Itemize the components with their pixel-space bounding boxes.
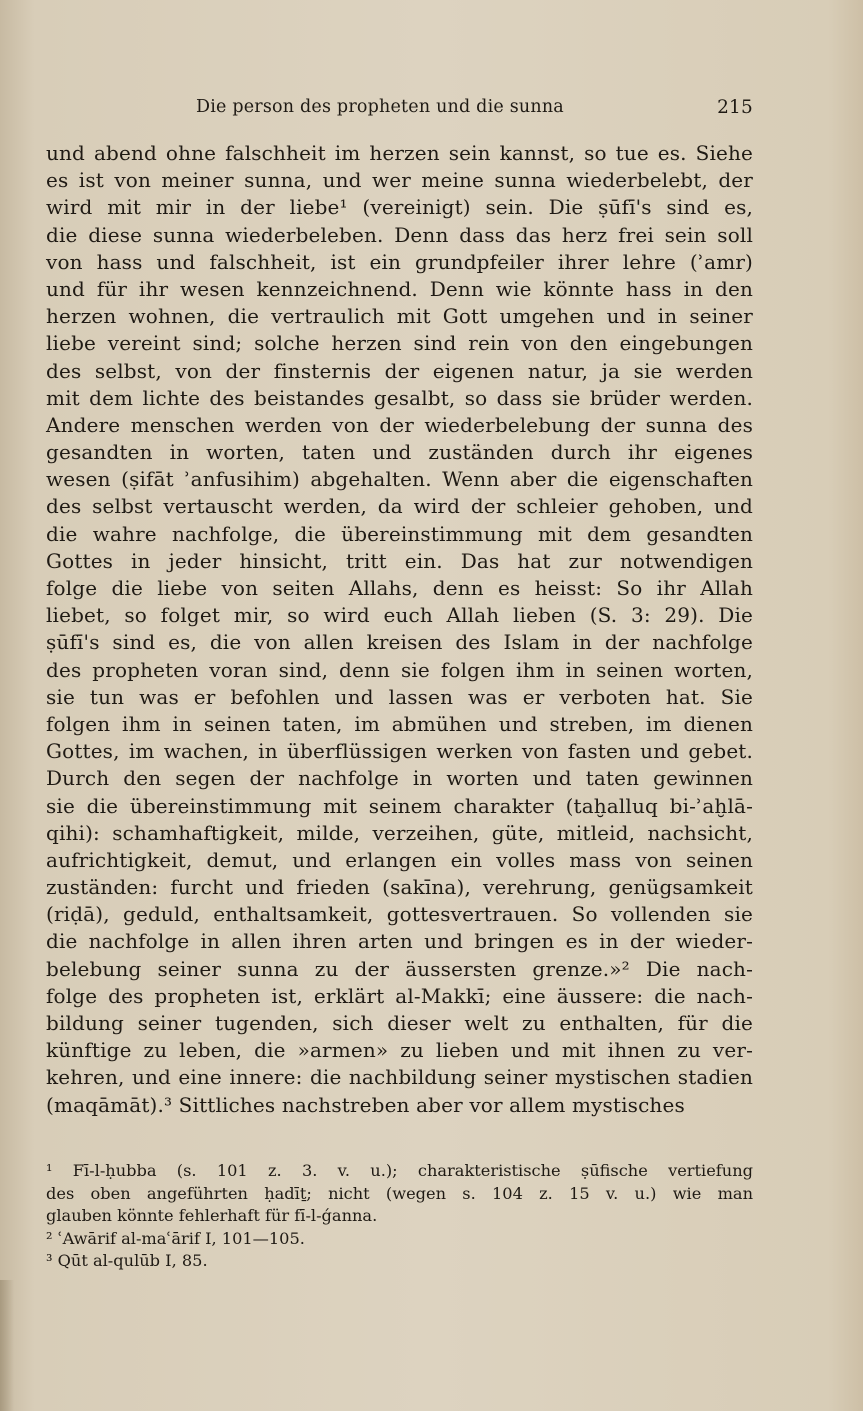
text-line: Andere menschen werden von der wiederbelebung der sunna des — [46, 412, 753, 437]
text-line: sie die übereinstimmung mit seinem charakter (taḫalluq bi-ʾaḫlā- — [46, 793, 753, 818]
text-line: bildung seiner tugenden, sich dieser welt zu enthalten, für die — [46, 1011, 753, 1035]
text-line: des selbst vertauscht werden, da wird der schleier gehoben, und — [46, 494, 753, 519]
text-line: herzen wohnen, die vertraulich mit Gott umgehen und in seiner — [46, 304, 753, 329]
text-line: liebet, so folget mir, so wird euch Allah lieben (S. 3: 29). Die — [46, 603, 753, 628]
text-line: die nachfolge in allen ihren arten und bringen es in der wieder- — [46, 929, 753, 954]
text-line: (maqāmāt).³ Sittliches nachstreben aber vor allem mystisches — [46, 1092, 685, 1117]
footnote-line: ³ Qūt al-qulūb I, 85. — [46, 1251, 208, 1271]
footnote-line: ² ʿAwārif al-maʿārif I, 101—105. — [46, 1228, 305, 1248]
footnote-line: ¹ Fī-l-ḥubba (s. 101 z. 3. v. u.); charakteristische ṣūfische vertiefung — [46, 1161, 753, 1180]
footnote-line: glauben könnte fehlerhaft für fī-l-ǵanna. — [46, 1206, 378, 1226]
text-line: Gottes, im wachen, in überflüssigen werken von fasten und gebet. — [46, 739, 753, 764]
text-line: aufrichtigkeit, demut, und erlangen ein volles mass von seinen — [46, 847, 753, 872]
body-text — [46, 140, 753, 1119]
text-line: es ist von meiner sunna, und wer meine sunna wiederbelebt, der — [46, 168, 753, 193]
text-line: wird mit mir in der liebe¹ (vereinigt) sein. Die ṣūfī's sind es, — [46, 195, 753, 220]
text-line: gesandten in worten, taten und zuständen durch ihr eigenes — [46, 440, 753, 465]
running-title: Die person des propheten und die sunna — [196, 97, 564, 117]
binding-shadow — [0, 1280, 14, 1411]
text-line: Gottes in jeder hinsicht, tritt ein. Das hat zur notwendigen — [46, 548, 753, 573]
footnote-line: des oben angeführten ḥadīṯ; nicht (wegen s. 104 z. 15 v. u.) wie man — [46, 1183, 753, 1203]
text-line: von hass und falschheit, ist ein grundpfeiler ihrer lehre (ʾamr) — [46, 249, 753, 274]
text-line: mit dem lichte des beistandes gesalbt, so dass sie brüder werden. — [46, 385, 753, 410]
text-line: folge die liebe von seiten Allahs, denn es heisst: So ihr Allah — [46, 576, 753, 600]
text-line: (riḍā), geduld, enthaltsamkeit, gottesvertrauen. So vollenden sie — [46, 902, 753, 927]
text-line: des selbst, von der finsternis der eigenen natur, ja sie werden — [46, 358, 753, 383]
text-line: kehren, und eine innere: die nachbildung seiner mystischen stadien — [46, 1065, 753, 1090]
text-line: folgen ihm in seinen taten, im abmühen und streben, im dienen — [46, 711, 753, 736]
text-line: künftige zu leben, die »armen» zu lieben und mit ihnen zu ver- — [46, 1038, 753, 1063]
text-line: die wahre nachfolge, die übereinstimmung mit dem gesandten — [46, 521, 753, 546]
text-line: ṣūfī's sind es, die von allen kreisen des Islam in der nachfolge — [46, 630, 753, 655]
text-line: des propheten voran sind, denn sie folgen ihm in seinen worten, — [46, 657, 753, 682]
text-line: Durch den segen der nachfolge in worten und taten gewinnen — [46, 766, 753, 791]
text-line: liebe vereint sind; solche herzen sind rein von den eingebungen — [46, 331, 753, 356]
text-line: zuständen: furcht und frieden (sakīna), verehrung, genügsamkeit — [46, 875, 753, 900]
text-line: qihi): schamhaftigkeit, milde, verzeihen, güte, mitleid, nachsicht, — [46, 820, 753, 845]
text-line: die diese sunna wiederbeleben. Denn dass das herz frei sein soll — [46, 222, 753, 247]
footnotes — [46, 1160, 753, 1273]
text-line: sie tun was er befohlen und lassen was er verboten hat. Sie — [46, 684, 753, 709]
text-line: und für ihr wesen kennzeichnend. Denn wie könnte hass in den — [46, 276, 753, 301]
text-line: belebung seiner sunna zu der äussersten grenze.»² Die nach- — [46, 956, 753, 981]
text-line: folge des propheten ist, erklärt al-Makkī; eine äussere: die nach- — [46, 983, 753, 1008]
running-header — [46, 97, 753, 121]
text-line: und abend ohne falschheit im herzen sein kannst, so tue es. Siehe — [46, 141, 753, 165]
text-line: wesen (ṣifāt ʾanfusihim) abgehalten. Wenn aber die eigenschaften — [46, 467, 753, 492]
page-number: 215 — [717, 97, 753, 118]
